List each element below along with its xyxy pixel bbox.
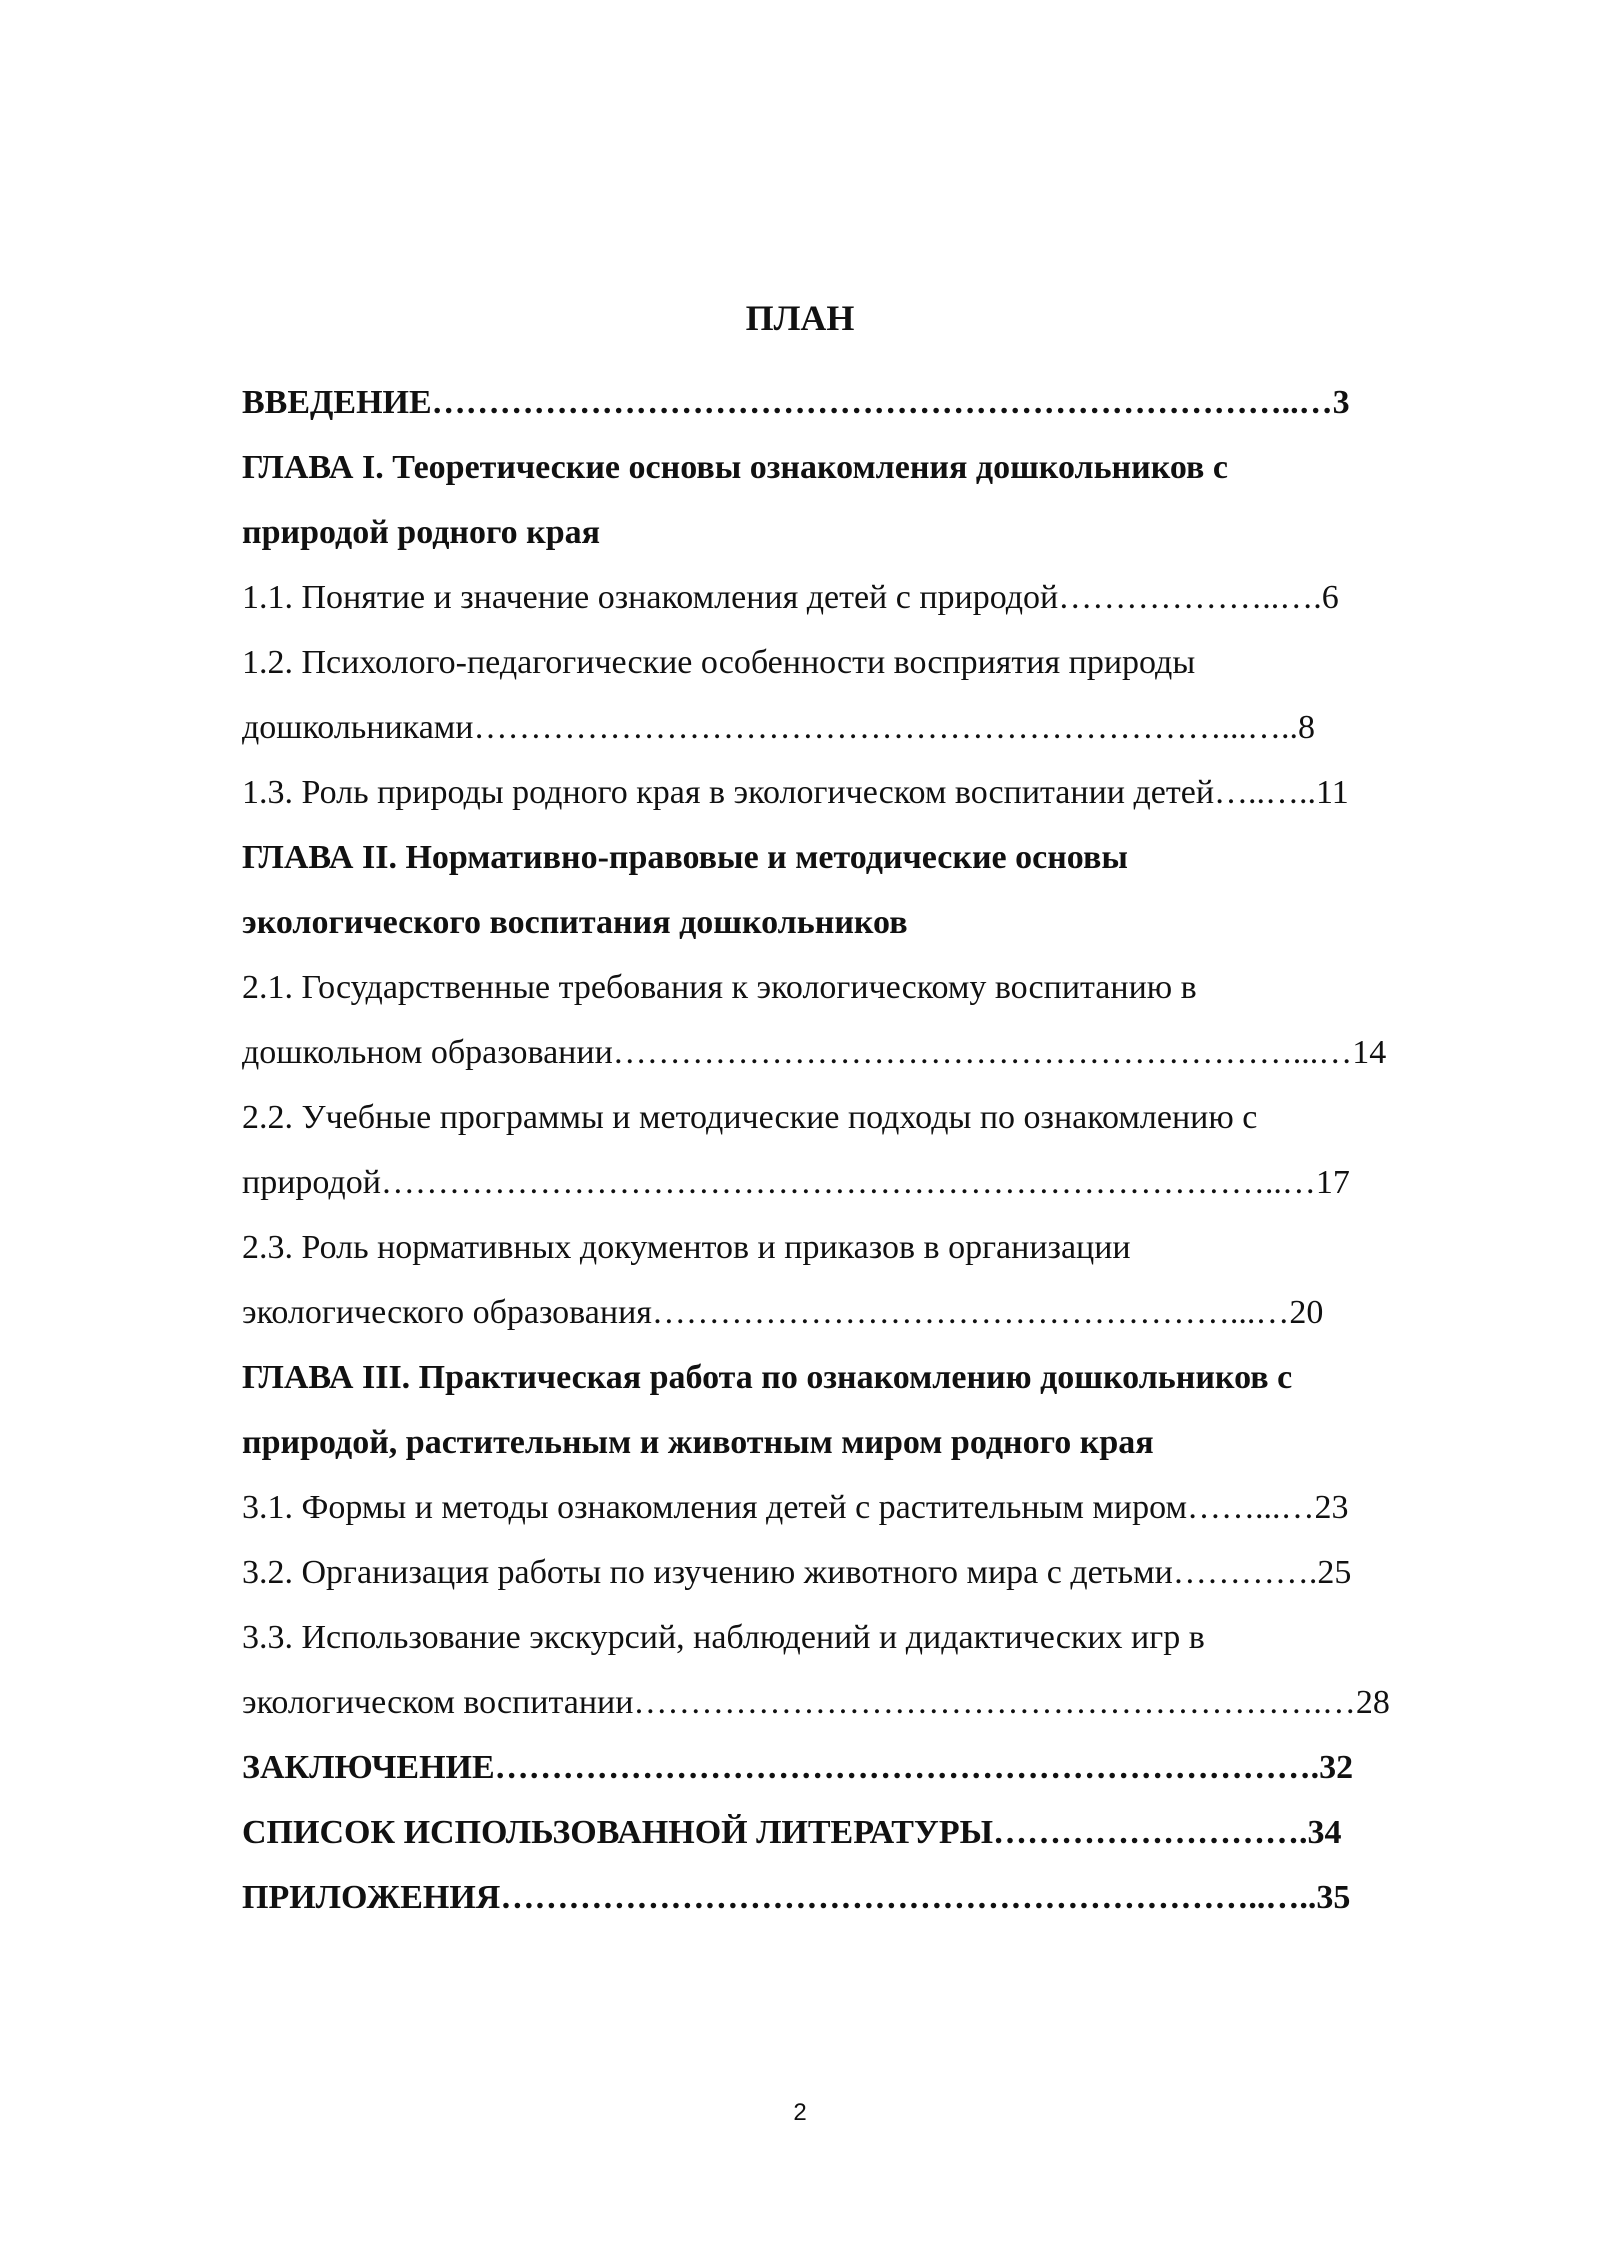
toc-line: 1.1. Понятие и значение ознакомления детей с природой………………..….6 [242, 579, 1339, 616]
toc-line: 1.2. Психолого-педагогические особенности восприятия природы [242, 644, 1196, 681]
toc-line: дошкольниками…………………………………………………………...…..8 [242, 709, 1315, 746]
toc-line: ГЛАВА III. Практическая работа по ознакомлению дошкольников с [242, 1359, 1293, 1396]
toc-line: ПРИЛОЖЕНИЯ…………………………………………………………..…..35 [242, 1879, 1351, 1916]
toc-line: 3.3. Использование экскурсий, наблюдений и дидактических игр в [242, 1619, 1205, 1656]
page-title: ПЛАН [745, 298, 855, 338]
toc-line: 3.2. Организация работы по изучению животного мира с детьми………….25 [242, 1554, 1352, 1591]
toc-line: 2.1. Государственные требования к экологическому воспитанию в [242, 969, 1197, 1006]
toc-line: экологического образования……………………………………………...…20 [242, 1294, 1324, 1331]
toc-line: ГЛАВА I. Теоретические основы ознакомления дошкольников с [242, 449, 1228, 486]
toc-line: 2.3. Роль нормативных документов и приказов в организации [242, 1229, 1131, 1266]
toc-line: природой, растительным и животным миром родного края [242, 1424, 1154, 1461]
toc-line: ГЛАВА II. Нормативно-правовые и методические основы [242, 839, 1128, 876]
toc-line: экологического воспитания дошкольников [242, 904, 908, 941]
toc-line: ВВЕДЕНИЕ…………………………………………………………………..…3 [242, 384, 1350, 421]
toc-line: природой родного края [242, 514, 601, 551]
toc-line: 3.1. Формы и методы ознакомления детей с растительным миром……...…23 [242, 1489, 1349, 1526]
toc-line: ЗАКЛЮЧЕНИЕ……………………………………………………………….32 [242, 1749, 1354, 1786]
toc-line: СПИСОК ИСПОЛЬЗОВАННОЙ ЛИТЕРАТУРЫ……………………….34 [242, 1814, 1342, 1851]
toc-line: 2.2. Учебные программы и методические подходы по ознакомлению с [242, 1099, 1258, 1136]
toc-line: природой……………………………………………………………………..…17 [242, 1164, 1350, 1201]
toc-line: экологическом воспитании…………………………………………………….…28 [242, 1684, 1390, 1721]
page-number: 2 [793, 2099, 807, 2126]
toc-line: 1.3. Роль природы родного края в экологическом воспитании детей…..…..11 [242, 774, 1349, 811]
table-of-contents [242, 370, 1486, 1930]
toc-line: дошкольном образовании……………………………………………………...…14 [242, 1034, 1387, 1071]
